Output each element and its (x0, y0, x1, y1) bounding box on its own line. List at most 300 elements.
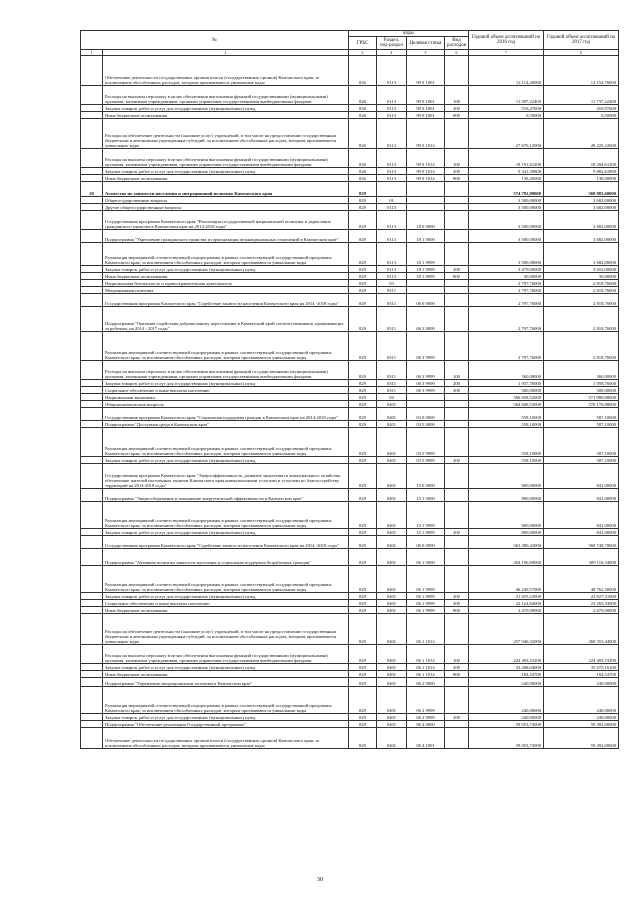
row-amount-2017: 22 827,31000 (544, 593, 619, 600)
table-row (81, 600, 619, 607)
row-section-code: 0401 (377, 428, 407, 457)
header-number: № (81, 31, 349, 50)
row-grbs-code: 829 (349, 182, 377, 197)
row-description: Иные бюджетные ассигнования (103, 607, 349, 614)
table-row (81, 168, 619, 175)
row-description: Иные бюджетные ассигнования (103, 175, 349, 182)
row-grbs-code: 826 (349, 112, 377, 119)
table-row (81, 536, 619, 549)
row-grbs-code: 829 (349, 287, 377, 294)
row-description: Общегосударственные вопросы (103, 197, 349, 204)
row-grbs-code: 826 (349, 119, 377, 149)
row-amount-2016: 59 053,73000 (469, 728, 544, 749)
row-amount-2016: 800,00000 (469, 502, 544, 529)
row-exptype-code: 200 (445, 380, 469, 387)
row-amount-2017: 587,10000 (544, 428, 619, 457)
column-index: 2 (103, 50, 349, 56)
row-exptype-code (445, 332, 469, 361)
row-grbs-code: 826 (349, 105, 377, 112)
row-description: Расходы на выплаты персоналу в целях обеспечения выполнения функций государственными (муниципальными) органами, казенными учреждениями, органами управления государственными внебюджетными фондами (103, 361, 349, 380)
row-section-code: 04 (377, 394, 407, 401)
table-row (81, 549, 619, 566)
row-target-code: 03 0 0000 (407, 408, 445, 421)
row-exptype-code (445, 211, 469, 230)
row-section-code: 0401 (377, 464, 407, 489)
table-row (81, 664, 619, 671)
row-amount-2017: 1 958,76000 (544, 380, 619, 387)
table-row (81, 529, 619, 536)
row-exptype-code: 800 (445, 112, 469, 119)
table-row (81, 421, 619, 428)
row-exptype-code (445, 287, 469, 294)
row-amount-2017: 2 818,76000 (544, 294, 619, 307)
row-description: Иные бюджетные ассигнования (103, 112, 349, 119)
row-amount-2016: 566 658,52000 (469, 394, 544, 401)
row-exptype-code: 100 (445, 645, 469, 664)
row-description: Национальная экономика (103, 394, 349, 401)
row-exptype-code: 100 (445, 86, 469, 105)
row-number (81, 421, 103, 428)
row-grbs-code: 829 (349, 728, 377, 749)
table-row (81, 204, 619, 211)
row-amount-2017: 59 392,00000 (544, 721, 619, 728)
row-amount-2016: 360,00000 (469, 361, 544, 380)
table-row (81, 86, 619, 105)
row-number (81, 387, 103, 394)
row-grbs-code: 829 (349, 607, 377, 614)
row-number (81, 294, 103, 307)
header-total-2016: Годовой объем ассигнований на 2016 год (469, 31, 544, 50)
row-amount-2017: 571 980,88000 (544, 394, 619, 401)
row-number (81, 401, 103, 408)
row-number (81, 408, 103, 421)
row-grbs-code: 829 (349, 280, 377, 287)
row-exptype-code (445, 614, 469, 645)
row-exptype-code (445, 307, 469, 332)
row-section-code: 0113 (377, 119, 407, 149)
row-target-code: 06 3 9999 (407, 380, 445, 387)
row-grbs-code: 829 (349, 211, 377, 230)
row-exptype-code (445, 502, 469, 529)
row-amount-2016: 18 191,61200 (469, 149, 544, 168)
row-number (81, 607, 103, 614)
row-description: Подпрограмма "Обеспечение реализации Государственной программы" (103, 721, 349, 728)
row-section-code: 0401 (377, 408, 407, 421)
row-amount-2017: 3 682,00000 (544, 230, 619, 243)
row-amount-2016: 2 797,76000 (469, 332, 544, 361)
row-exptype-code: 800 (445, 671, 469, 678)
row-grbs-code: 829 (349, 401, 377, 408)
row-section-code: 0401 (377, 421, 407, 428)
row-grbs-code: 829 (349, 332, 377, 361)
row-grbs-code: 829 (349, 243, 377, 266)
row-amount-2017: 560 983,60000 (544, 182, 619, 197)
row-target-code: 06 3 9999 (407, 387, 445, 394)
row-amount-2016: 184,54700 (469, 671, 544, 678)
row-grbs-code: 829 (349, 273, 377, 280)
row-exptype-code: 200 (445, 168, 469, 175)
header-grbs: ГРБС (349, 37, 377, 50)
row-amount-2017: 568 748,78000 (544, 536, 619, 549)
row-description: Государственная программа Камчатского края "Реализация государственной национальной политики и укрепление гражданского единства в Камчатском крае на 2014-2018 годы" (103, 211, 349, 230)
row-description: Расходы на выплаты персоналу в целях обеспечения выполнения функций государственными (муниципальными) органами, казенными учреждениями, органами управления государственными внебюджетными фондами (103, 86, 349, 105)
row-grbs-code: 829 (349, 687, 377, 714)
row-exptype-code: 100 (445, 149, 469, 168)
row-amount-2016: 0,50000 (469, 112, 544, 119)
column-index: 3 (349, 50, 377, 56)
row-exptype-code: 100 (445, 361, 469, 380)
row-amount-2016: 563 490,42000 (469, 536, 544, 549)
row-target-code: 18 1 9999 (407, 266, 445, 273)
row-grbs-code: 829 (349, 266, 377, 273)
table-row (81, 387, 619, 394)
row-grbs-code: 829 (349, 529, 377, 536)
row-grbs-code: 826 (349, 149, 377, 168)
row-number (81, 614, 103, 645)
row-exptype-code (445, 204, 469, 211)
row-target-code: 06 1 0000 (407, 549, 445, 566)
row-grbs-code: 829 (349, 421, 377, 428)
row-target-code: 15 1 9999 (407, 502, 445, 529)
table-row (81, 273, 619, 280)
row-amount-2017: 3 682,00000 (544, 204, 619, 211)
row-description: Общеэкономические вопросы (103, 401, 349, 408)
table-row (81, 687, 619, 714)
row-target-code: 03 5 0000 (407, 421, 445, 428)
table-row (81, 728, 619, 749)
row-target-code (407, 182, 445, 197)
row-grbs-code: 829 (349, 361, 377, 380)
row-target-code: 06 4 1001 (407, 728, 445, 749)
row-amount-2016: 33 268,04000 (469, 664, 544, 671)
row-section-code: 0401 (377, 529, 407, 536)
row-section-code: 0401 (377, 489, 407, 502)
row-number (81, 86, 103, 105)
row-section-code: 0401 (377, 721, 407, 728)
row-exptype-code (445, 428, 469, 457)
row-description: Реализация мероприятий соответствующей подпрограммы в рамках соответствующей государственной программы Камчатского края, за исключением обособленных расходов, которым присваиваются уникальные коды (103, 428, 349, 457)
header-target: Целевая статья (407, 37, 445, 50)
row-grbs-code: 829 (349, 645, 377, 664)
table-row (81, 714, 619, 721)
row-grbs-code: 829 (349, 230, 377, 243)
row-target-code: 15 0 0000 (407, 464, 445, 489)
row-target-code: 06 1 9999 (407, 566, 445, 593)
row-amount-2016: 240,00000 (469, 714, 544, 721)
row-amount-2017: 570 176,88000 (544, 401, 619, 408)
row-section-code: 0401 (377, 566, 407, 593)
row-number (81, 230, 103, 243)
row-target-code: 06 1 9999 (407, 600, 445, 607)
row-grbs-code: 829 (349, 489, 377, 502)
row-target-code: 99 0 1014 (407, 119, 445, 149)
row-number (81, 678, 103, 687)
row-amount-2016: 558,10000 (469, 428, 544, 457)
row-exptype-code (445, 687, 469, 714)
row-amount-2016: 800,00000 (469, 489, 544, 502)
row-grbs-code: 829 (349, 593, 377, 600)
row-description: Реализация мероприятий соответствующей подпрограммы в рамках соответствующей государственной программы Камчатского края, за исключением обособленных расходов, которым присваиваются уникальные коды (103, 243, 349, 266)
row-target-code (407, 197, 445, 204)
row-number (81, 380, 103, 387)
row-grbs-code: 829 (349, 307, 377, 332)
row-section-code: 0311 (377, 380, 407, 387)
row-description: Подпрограмма "Укрепление гражданского единства и гармонизация межнациональных отношений в Камчатском крае" (103, 230, 349, 243)
row-number (81, 56, 103, 86)
row-grbs-code: 829 (349, 664, 377, 671)
row-number (81, 211, 103, 230)
row-section-code: 0401 (377, 664, 407, 671)
column-index: 5 (407, 50, 445, 56)
table-row (81, 119, 619, 149)
row-exptype-code: 200 (445, 266, 469, 273)
row-target-code (407, 401, 445, 408)
table-row (81, 678, 619, 687)
row-target-code: 15 1 9999 (407, 529, 445, 536)
row-amount-2016: 59 053,73000 (469, 721, 544, 728)
row-target-code: 15 1 0000 (407, 489, 445, 502)
row-section-code: 0401 (377, 614, 407, 645)
row-exptype-code (445, 197, 469, 204)
row-number (81, 529, 103, 536)
table-row (81, 457, 619, 464)
table-row (81, 593, 619, 600)
row-amount-2016: 558,10000 (469, 408, 544, 421)
row-number (81, 273, 103, 280)
row-target-code: 06 0 0000 (407, 294, 445, 307)
row-grbs-code: 829 (349, 671, 377, 678)
row-exptype-code (445, 464, 469, 489)
row-amount-2017: 2 818,76000 (544, 307, 619, 332)
row-number (81, 566, 103, 593)
row-section-code: 0401 (377, 549, 407, 566)
row-number (81, 204, 103, 211)
row-target-code: 06 1 1014 (407, 645, 445, 664)
row-description: Расходы на выплаты персоналу в целях обеспечения выполнения функций государственными (муниципальными) органами, казенными учреждениями, органами управления государственными внебюджетными фондами (103, 149, 349, 168)
row-number (81, 307, 103, 332)
budget-table (80, 30, 619, 749)
table-row (81, 721, 619, 728)
row-amount-2017: 2 818,76000 (544, 287, 619, 294)
row-amount-2016: 1 937,76000 (469, 380, 544, 387)
row-section-code: 0401 (377, 607, 407, 614)
row-grbs-code: 829 (349, 387, 377, 394)
row-target-code (407, 287, 445, 294)
row-exptype-code (445, 721, 469, 728)
row-exptype-code: 200 (445, 105, 469, 112)
column-index: 8 (544, 50, 619, 56)
row-target-code: 18 1 9999 (407, 273, 445, 280)
row-target-code: 06 3 9999 (407, 361, 445, 380)
table-row (81, 287, 619, 294)
row-number (81, 714, 103, 721)
column-index: 6 (445, 50, 469, 56)
table-row (81, 211, 619, 230)
row-target-code: 18 0 0000 (407, 211, 445, 230)
table-row (81, 105, 619, 112)
row-amount-2016: 3 470,00000 (469, 266, 544, 273)
row-exptype-code: 200 (445, 457, 469, 464)
row-section-code: 0401 (377, 536, 407, 549)
row-number (81, 664, 103, 671)
row-grbs-code: 829 (349, 294, 377, 307)
table-row (81, 280, 619, 287)
row-number (81, 168, 103, 175)
row-number (81, 428, 103, 457)
row-amount-2017: 224 493,53200 (544, 645, 619, 664)
row-grbs-code: 826 (349, 175, 377, 182)
row-grbs-code: 829 (349, 464, 377, 489)
row-section-code: 0311 (377, 361, 407, 380)
row-exptype-code (445, 678, 469, 687)
row-amount-2016: 2 797,76000 (469, 280, 544, 287)
row-description: Подпрограмма "Доступная среда в Камчатском крае" (103, 421, 349, 428)
row-amount-2016: 138,20000 (469, 175, 544, 182)
row-amount-2016: 11 597,22400 (469, 86, 544, 105)
row-description: Социальное обеспечение и иные выплаты населению (103, 387, 349, 394)
row-target-code: 06 1 1014 (407, 664, 445, 671)
row-description: Государственная программа Камчатского края "Содействие занятости населения Камчатского края на 2014 -2018 годы" (103, 536, 349, 549)
table-row (81, 230, 619, 243)
row-exptype-code (445, 182, 469, 197)
row-section-code: 0401 (377, 401, 407, 408)
row-grbs-code: 826 (349, 86, 377, 105)
row-amount-2017: 841,00000 (544, 464, 619, 489)
row-target-code: 06 2 0000 (407, 678, 445, 687)
row-exptype-code (445, 728, 469, 749)
row-section-code: 0401 (377, 600, 407, 607)
row-section-code: 0401 (377, 671, 407, 678)
row-section-code: 0113 (377, 230, 407, 243)
row-amount-2016: 12 114,20000 (469, 56, 544, 86)
row-target-code: 06 3 9999 (407, 332, 445, 361)
row-number (81, 243, 103, 266)
row-target-code: 99 0 1014 (407, 168, 445, 175)
table-row (81, 149, 619, 168)
row-target-code: 06 4 0000 (407, 721, 445, 728)
row-amount-2016: 224 493,53200 (469, 645, 544, 664)
table-row (81, 645, 619, 664)
row-amount-2017: 841,00000 (544, 489, 619, 502)
row-amount-2017: 23 265,33000 (544, 600, 619, 607)
row-target-code: 99 0 1014 (407, 175, 445, 182)
row-grbs-code: 829 (349, 204, 377, 211)
table-row (81, 361, 619, 380)
row-amount-2017: 309 116,34000 (544, 549, 619, 566)
row-description: Подпрограмма "Энергосбережение и повышение энергетической эффективности в Камчатском крае" (103, 489, 349, 502)
row-exptype-code: 300 (445, 387, 469, 394)
row-amount-2017: 35 675,16100 (544, 664, 619, 671)
row-number (81, 394, 103, 401)
row-exptype-code: 200 (445, 714, 469, 721)
row-amount-2016: 516,47600 (469, 105, 544, 112)
row-amount-2017: 138,00000 (544, 175, 619, 182)
row-target-code (407, 394, 445, 401)
table-row (81, 607, 619, 614)
row-amount-2017: 0,50000 (544, 112, 619, 119)
row-amount-2016: 27 670,12000 (469, 119, 544, 149)
row-section-code: 01 (377, 197, 407, 204)
row-section-code: 0113 (377, 211, 407, 230)
row-section-code: 0401 (377, 728, 407, 749)
row-description: Реализация мероприятий соответствующей подпрограммы в рамках соответствующей государственной программы Камчатского края, за исключением обособленных расходов, которым присваиваются уникальные коды (103, 566, 349, 593)
row-amount-2017: 240,00000 (544, 687, 619, 714)
row-grbs-code: 829 (349, 380, 377, 387)
header-codes: коды (349, 31, 469, 37)
row-exptype-code (445, 280, 469, 287)
row-section-code: 0401 (377, 502, 407, 529)
row-section-code: 0311 (377, 287, 407, 294)
row-exptype-code (445, 119, 469, 149)
row-number (81, 687, 103, 714)
row-number (81, 464, 103, 489)
row-description: Обеспечение деятельности государственных органов власти (государственных органов) Камчатского края, за исключением обособленных расходов, которым присваиваются уникальные коды (103, 728, 349, 749)
row-grbs-code: 829 (349, 566, 377, 593)
row-exptype-code (445, 230, 469, 243)
row-amount-2016: 21 655,23000 (469, 593, 544, 600)
row-amount-2017: 2 818,76000 (544, 332, 619, 361)
row-target-code: 06 1 9999 (407, 593, 445, 600)
row-grbs-code: 829 (349, 549, 377, 566)
table-row (81, 464, 619, 489)
row-description: Закупка товаров, работ и услуг для государственных (муниципальных) нужд (103, 168, 349, 175)
row-amount-2016: 240,00000 (469, 678, 544, 687)
table-row (81, 197, 619, 204)
row-exptype-code (445, 549, 469, 566)
row-section-code: 0113 (377, 168, 407, 175)
row-amount-2017: 2 670,00000 (544, 607, 619, 614)
row-number (81, 671, 103, 678)
row-amount-2017: 240,00000 (544, 714, 619, 721)
row-description: Расходы на выплаты персоналу в целях обеспечения выполнения функций государственными (муниципальными) органами, казенными учреждениями, органами управления государственными внебюджетными фондами (103, 645, 349, 664)
row-description: Закупка товаров, работ и услуг для государственных (муниципальных) нужд (103, 266, 349, 273)
row-amount-2016: 2 470,00000 (469, 607, 544, 614)
row-number: 20 (81, 182, 103, 197)
row-number (81, 149, 103, 168)
row-section-code: 0401 (377, 687, 407, 714)
budget-page (80, 30, 618, 749)
row-exptype-code (445, 401, 469, 408)
row-amount-2016: 800,00000 (469, 529, 544, 536)
table-row (81, 401, 619, 408)
table-row (81, 294, 619, 307)
row-amount-2017: 841,00000 (544, 529, 619, 536)
row-section-code: 0113 (377, 105, 407, 112)
table-row (81, 266, 619, 273)
row-amount-2016: 3 500,00000 (469, 197, 544, 204)
row-description: Расходы на обеспечение деятельности (оказание услуг) учреждений, в том числе на предоставление государственным бюджетным и автономным учреждениям субсидий, за исключением обособленных расходов, которым присваиваются уникальные коды (103, 614, 349, 645)
row-amount-2017: 3 652,00000 (544, 266, 619, 273)
row-number (81, 361, 103, 380)
row-number (81, 645, 103, 664)
row-amount-2017: 48 762,30000 (544, 566, 619, 593)
row-amount-2017: 416,97600 (544, 105, 619, 112)
row-section-code: 0311 (377, 294, 407, 307)
row-target-code: 99 0 1001 (407, 112, 445, 119)
row-number (81, 266, 103, 273)
row-section-code: 0113 (377, 266, 407, 273)
row-amount-2017: 3 682,00000 (544, 211, 619, 230)
row-number (81, 105, 103, 112)
table-row (81, 380, 619, 387)
row-grbs-code: 826 (349, 168, 377, 175)
row-number (81, 549, 103, 566)
row-grbs-code: 826 (349, 56, 377, 86)
row-grbs-code: 829 (349, 614, 377, 645)
row-exptype-code (445, 243, 469, 266)
row-target-code: 06 3 0000 (407, 307, 445, 332)
row-amount-2016: 800,00000 (469, 464, 544, 489)
